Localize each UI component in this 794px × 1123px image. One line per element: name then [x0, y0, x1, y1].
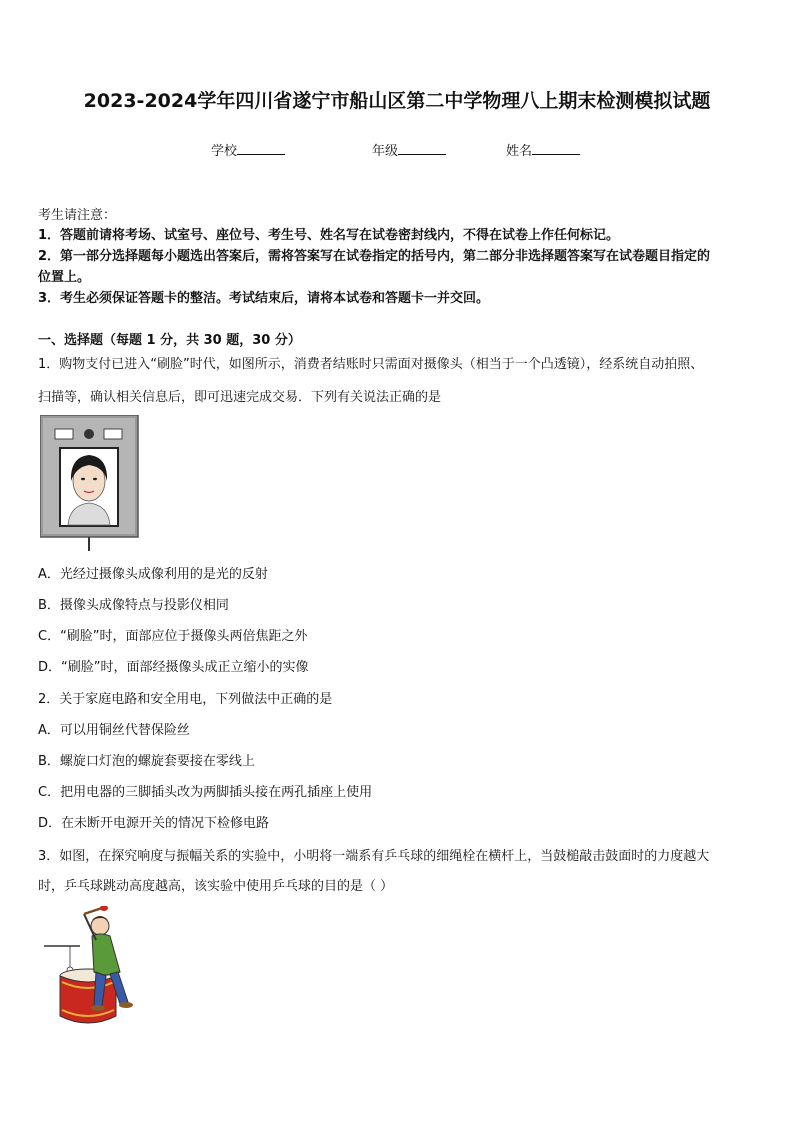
- notice-item: 2．第一部分选择题每小题选出答案后，需将答案写在试卷指定的括号内，第二部分非选择题答案写在试卷题目指定的: [38, 249, 711, 264]
- school-blank[interactable]: [237, 142, 285, 155]
- school-label: 学校: [211, 144, 238, 159]
- camera-lens-icon: [84, 429, 94, 439]
- option-2c: C．把用电器的三脚插头改为两脚插头接在两孔插座上使用: [38, 785, 373, 800]
- notice-item: 位置上。: [38, 270, 91, 285]
- boy-shoe-right: [119, 1002, 133, 1008]
- grade-label: 年级: [372, 144, 399, 159]
- question-1-stem: 1．购物支付已进入“刷脸”时代，如图所示，消费者结账时只需面对摄像头（相当于一个凸透镜），经系统自动拍照、: [38, 357, 704, 372]
- option-1b: B．摄像头成像特点与投影仪相同: [38, 598, 229, 613]
- name-field: [506, 140, 580, 159]
- option-2a: A．可以用铜丝代替保险丝: [38, 723, 190, 738]
- page-title: 2023-2024学年四川省遂宁市船山区第二中学物理八上期末检测模拟试题: [83, 90, 711, 112]
- drumstick-raised: [84, 908, 102, 914]
- school-field: [211, 140, 285, 159]
- grade-blank[interactable]: [398, 142, 446, 155]
- question-1-stem-cont: 扫描等，确认相关信息后，即可迅速完成交易．下列有关说法正确的是: [38, 390, 442, 405]
- option-1d: D．“刷脸”时，面部经摄像头成正立缩小的实像: [38, 660, 309, 675]
- option-2d: D．在未断开电源开关的情况下检修电路: [38, 816, 270, 831]
- name-blank[interactable]: [532, 142, 580, 155]
- face-payment-camera-figure: [40, 415, 140, 551]
- question-3-stem: 3．如图，在探究响度与振幅关系的实验中，小明将一端系有乒乓球的细绳栓在横杆上，当鼓槌敲击鼓面时的力度越大: [38, 849, 710, 864]
- notice-item: 3．考生必须保证答题卡的整洁。考试结束后，请将本试卷和答题卡一并交回。: [38, 291, 490, 306]
- name-label: 姓名: [506, 144, 533, 159]
- option-1a: A．光经过摄像头成像利用的是光的反射: [38, 567, 268, 582]
- drumstick-head: [100, 906, 108, 911]
- drum-pingpong-figure: [40, 906, 144, 1031]
- boy-head: [91, 917, 109, 935]
- question-3-stem-cont: 时，乒乓球跳动高度越高，该实验中使用乒乓球的目的是（ ）: [38, 879, 394, 894]
- section-heading: 一、选择题（每题 1 分，共 30 题，30 分）: [38, 333, 301, 348]
- question-2-stem: 2．关于家庭电路和安全用电，下列做法中正确的是: [38, 692, 333, 707]
- terminal-slot-left: [55, 429, 73, 439]
- notice-heading: 考生请注意：: [38, 208, 117, 223]
- terminal-slot-right: [104, 429, 122, 439]
- right-eye: [93, 478, 97, 480]
- notice-item: 1．答题前请将考场、试室号、座位号、考生号、姓名写在试卷密封线内，不得在试卷上作任何标记。: [38, 228, 620, 243]
- boy-shirt: [92, 934, 120, 975]
- boy-shoe-left: [91, 1005, 105, 1011]
- option-1c: C．“刷脸”时，面部应位于摄像头两倍焦距之外: [38, 629, 308, 644]
- option-2b: B．螺旋口灯泡的螺旋套要接在零线上: [38, 754, 255, 769]
- grade-field: [372, 140, 446, 159]
- left-eye: [81, 478, 85, 480]
